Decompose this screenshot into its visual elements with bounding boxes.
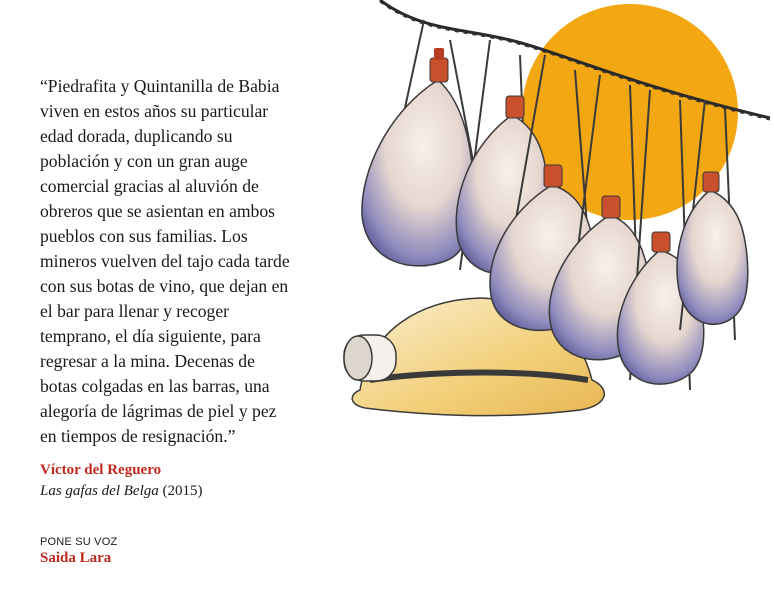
author-name: Víctor del Reguero <box>40 462 162 478</box>
quote-text: “Piedrafita y Quintanilla de Babia viven en estos años su particular edad dorada, duplicando su población y con un gran auge comercial gracias al aluvión de obreros que se asientan en ambos pueblos con sus familias. Los mineros vuelven del tajo cada tarde con sus botas de vino, que dejan en el bar para llenar y recoger temprano, el día siguiente, para regresar a la mina. Decenas de botas colgadas en las barras, una alegoría de lágrimas de piel y pez en tiempos de resignación.” <box>40 76 290 446</box>
book-title: Las gafas del Belga <box>40 483 159 499</box>
book-year: (2015) <box>158 483 203 499</box>
book-reference <box>40 481 203 501</box>
voice-credit-label: PONE SU VOZ <box>40 536 118 548</box>
narrator-name: Saida Lara <box>40 550 112 566</box>
botas-illustration <box>330 0 774 440</box>
